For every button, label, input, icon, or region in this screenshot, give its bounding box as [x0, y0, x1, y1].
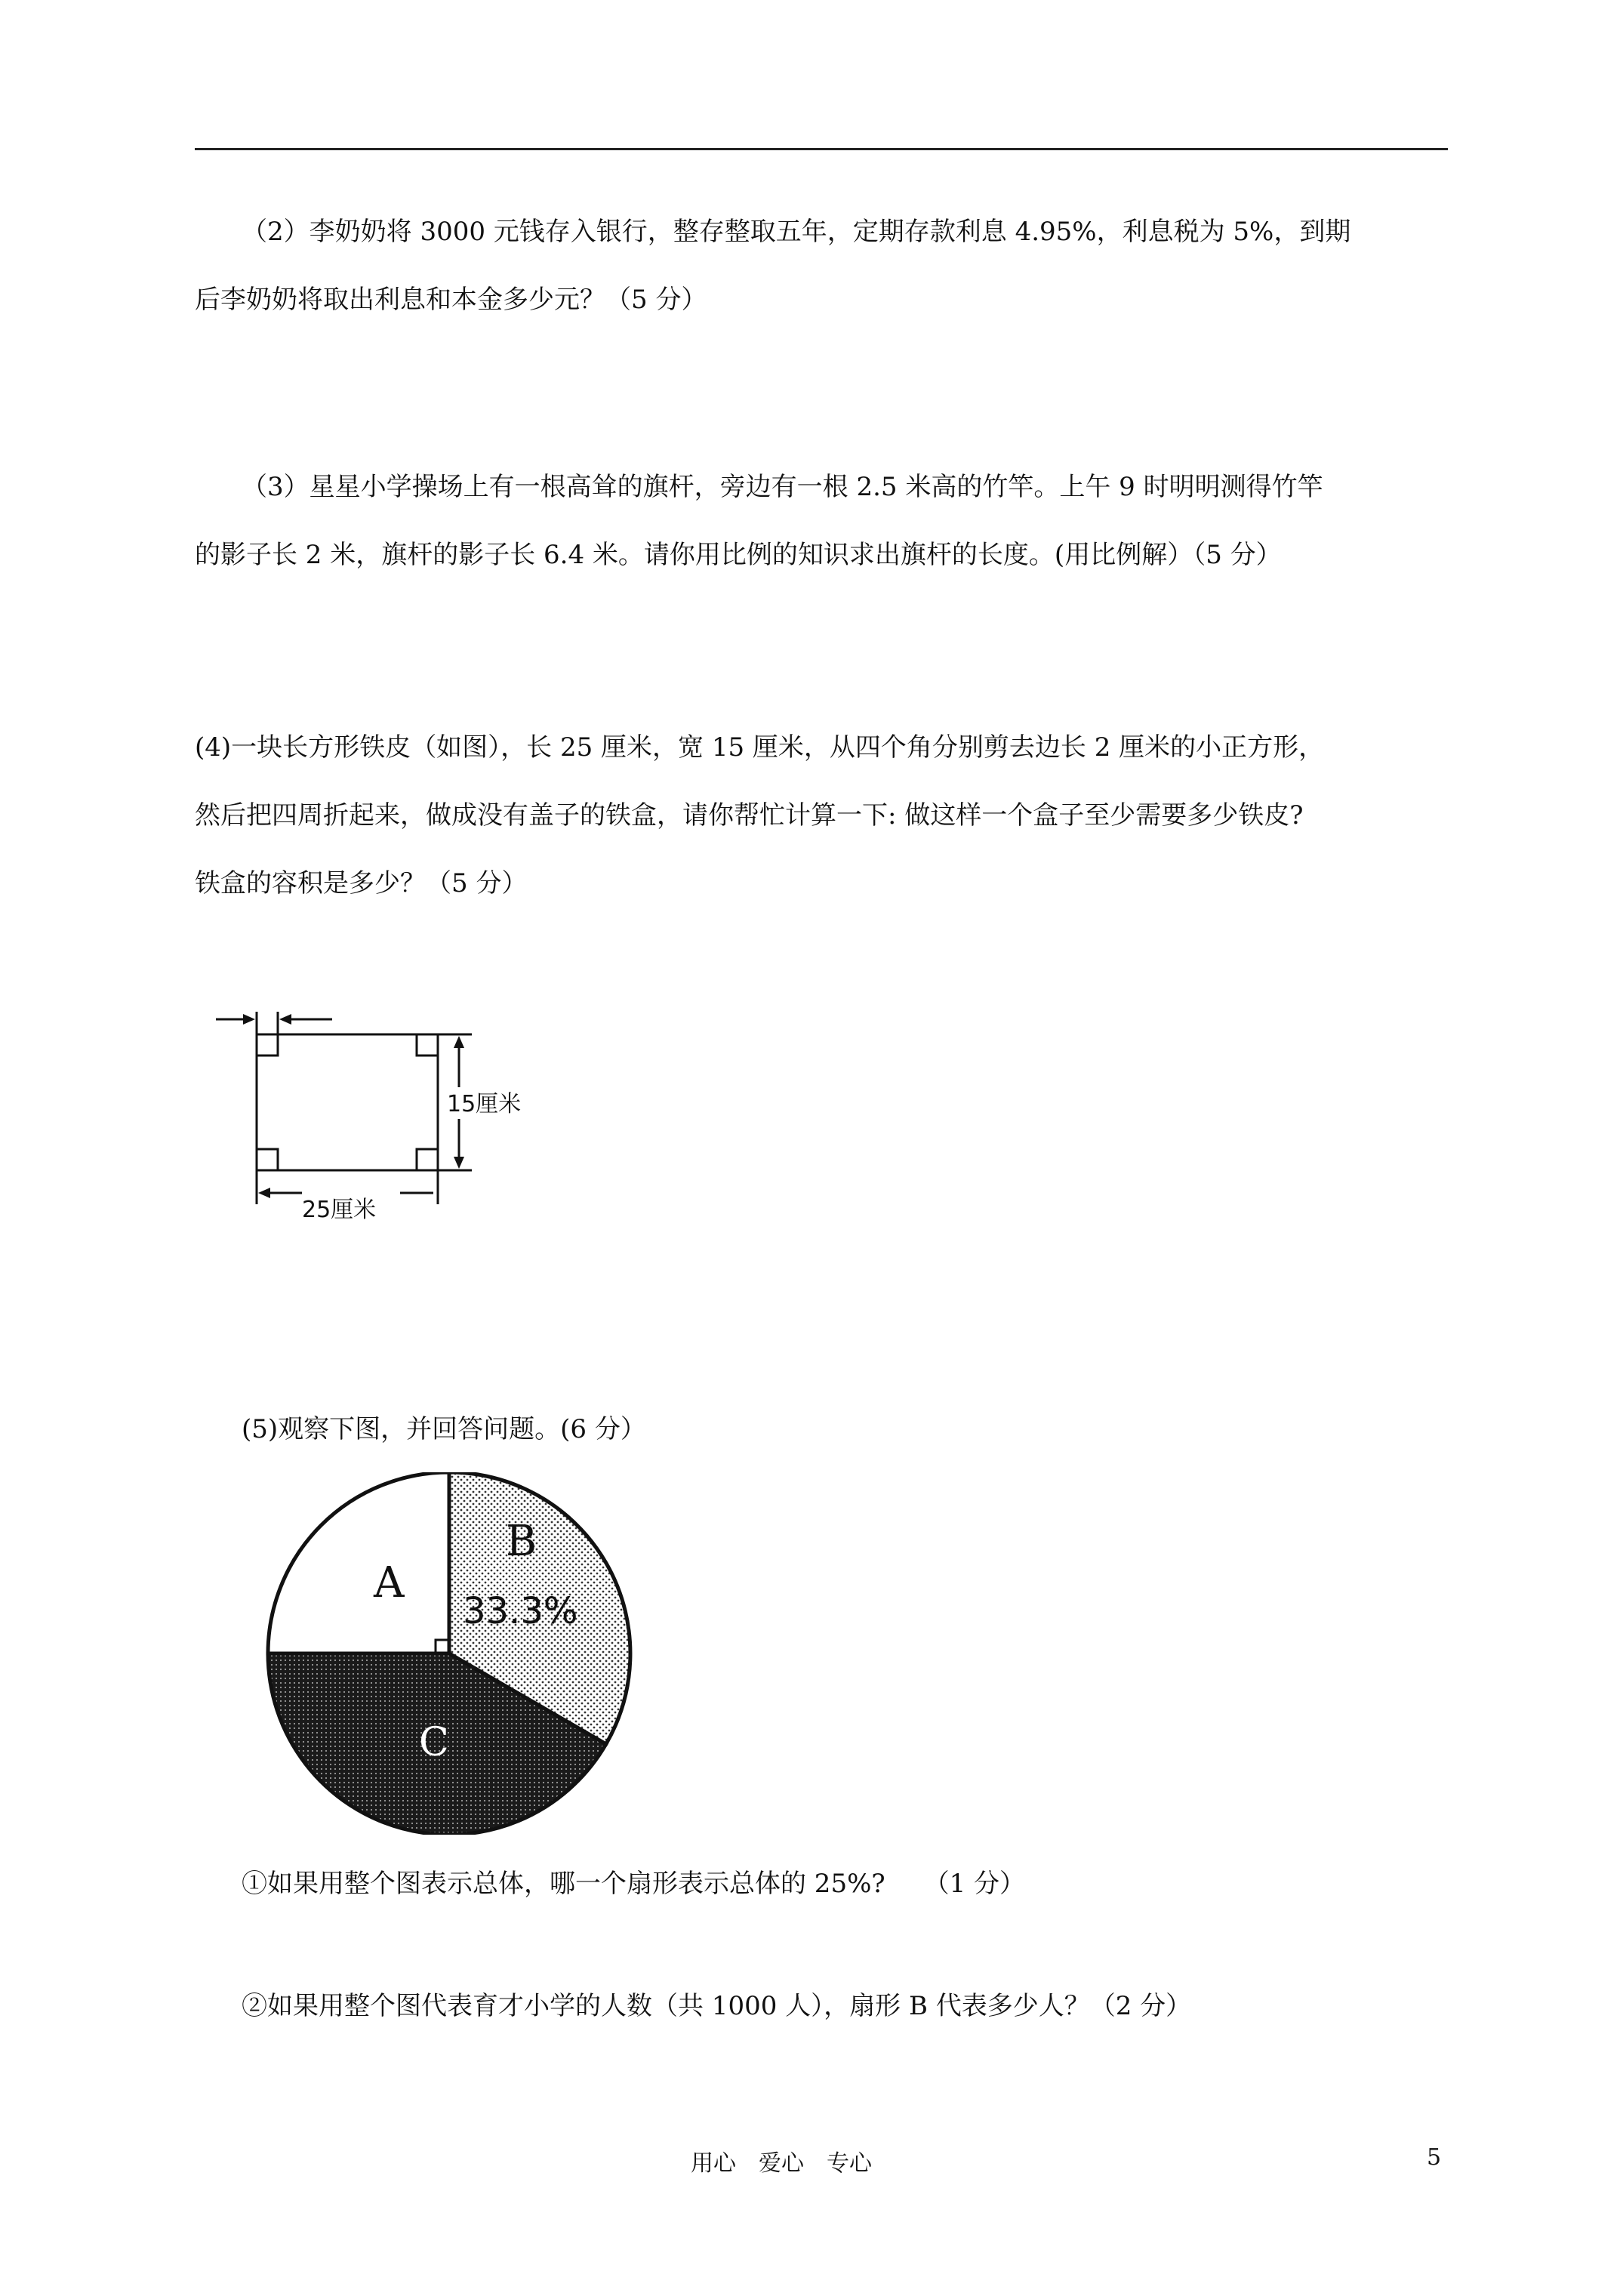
- footer-motto: 用心 爱心 专心: [691, 2150, 872, 2177]
- corner-arrow-right-head: [279, 1014, 291, 1025]
- corner-arrow-left-head: [243, 1014, 255, 1025]
- iron-sheet-figure: [189, 989, 581, 1246]
- problem-5-intro: [195, 1395, 1448, 1463]
- length-arrow-left-head: [258, 1188, 270, 1198]
- width-label: 15厘米: [447, 1091, 522, 1117]
- problem-3: [195, 453, 1448, 589]
- problem-4-line-2: 然后把四周折起来，做成没有盖子的铁盒，请你帮忙计算一下: 做这样一个盒子至少需要多少铁皮?: [195, 800, 1304, 831]
- problem-5-q1: [195, 1850, 1448, 1918]
- problem-5-q2-text: ②如果用整个图代表育才小学的人数（共 1000 人），扇形 B 代表多少人？（2 分）: [242, 1991, 1192, 2021]
- width-arrow-bottom-head: [454, 1157, 464, 1169]
- sector-a: [268, 1472, 449, 1653]
- corner-square-tl: [257, 1034, 278, 1056]
- sector-b-value: 33.3%: [463, 1590, 578, 1632]
- sector-c-label: C: [419, 1720, 449, 1765]
- problem-2-line-1: （2）李奶奶将 3000 元钱存入银行，整存整取五年，定期存款利息 4.95%，利息税为 5%，到期: [242, 217, 1351, 247]
- sector-b-label: B: [506, 1517, 537, 1566]
- pie-chart-figure: [260, 1472, 638, 1835]
- problem-2-line-2: 后李奶奶将取出利息和本金多少元？（5 分）: [195, 285, 707, 315]
- corner-square-bl: [257, 1149, 278, 1170]
- problem-5-q2: [195, 1972, 1448, 2040]
- problem-3-line-1: （3）星星小学操场上有一根高耸的旗杆，旁边有一根 2.5 米高的竹竿。上午 9 时明明测得竹竿: [242, 472, 1323, 502]
- problem-2: [195, 198, 1448, 334]
- sector-a-label: A: [374, 1558, 405, 1607]
- page-number: 5: [1427, 2144, 1442, 2171]
- problem-5-q1-text: ①如果用整个图表示总体，哪一个扇形表示总体的 25%? （1 分）: [242, 1869, 1026, 1899]
- problem-4: [195, 713, 1448, 917]
- problem-4-line-1: (4)一块长方形铁皮（如图），长 25 厘米，宽 15 厘米，从四个角分别剪去边长 2 厘米的小正方形，: [195, 732, 1325, 763]
- width-arrow-top-head: [454, 1036, 464, 1048]
- corner-square-br: [417, 1149, 438, 1170]
- length-label: 25厘米: [302, 1197, 377, 1223]
- corner-square-tr: [417, 1034, 438, 1056]
- problem-3-line-2: 的影子长 2 米，旗杆的影子长 6.4 米。请你用比例的知识求出旗杆的长度。(用比例解）（5 分）: [195, 540, 1282, 570]
- problem-4-line-3: 铁盒的容积是多少？（5 分）: [195, 868, 528, 898]
- iron-sheet-rectangle: [257, 1034, 438, 1170]
- header-rule: [195, 148, 1448, 150]
- problem-5-intro-text: (5)观察下图，并回答问题。(6 分）: [242, 1414, 646, 1444]
